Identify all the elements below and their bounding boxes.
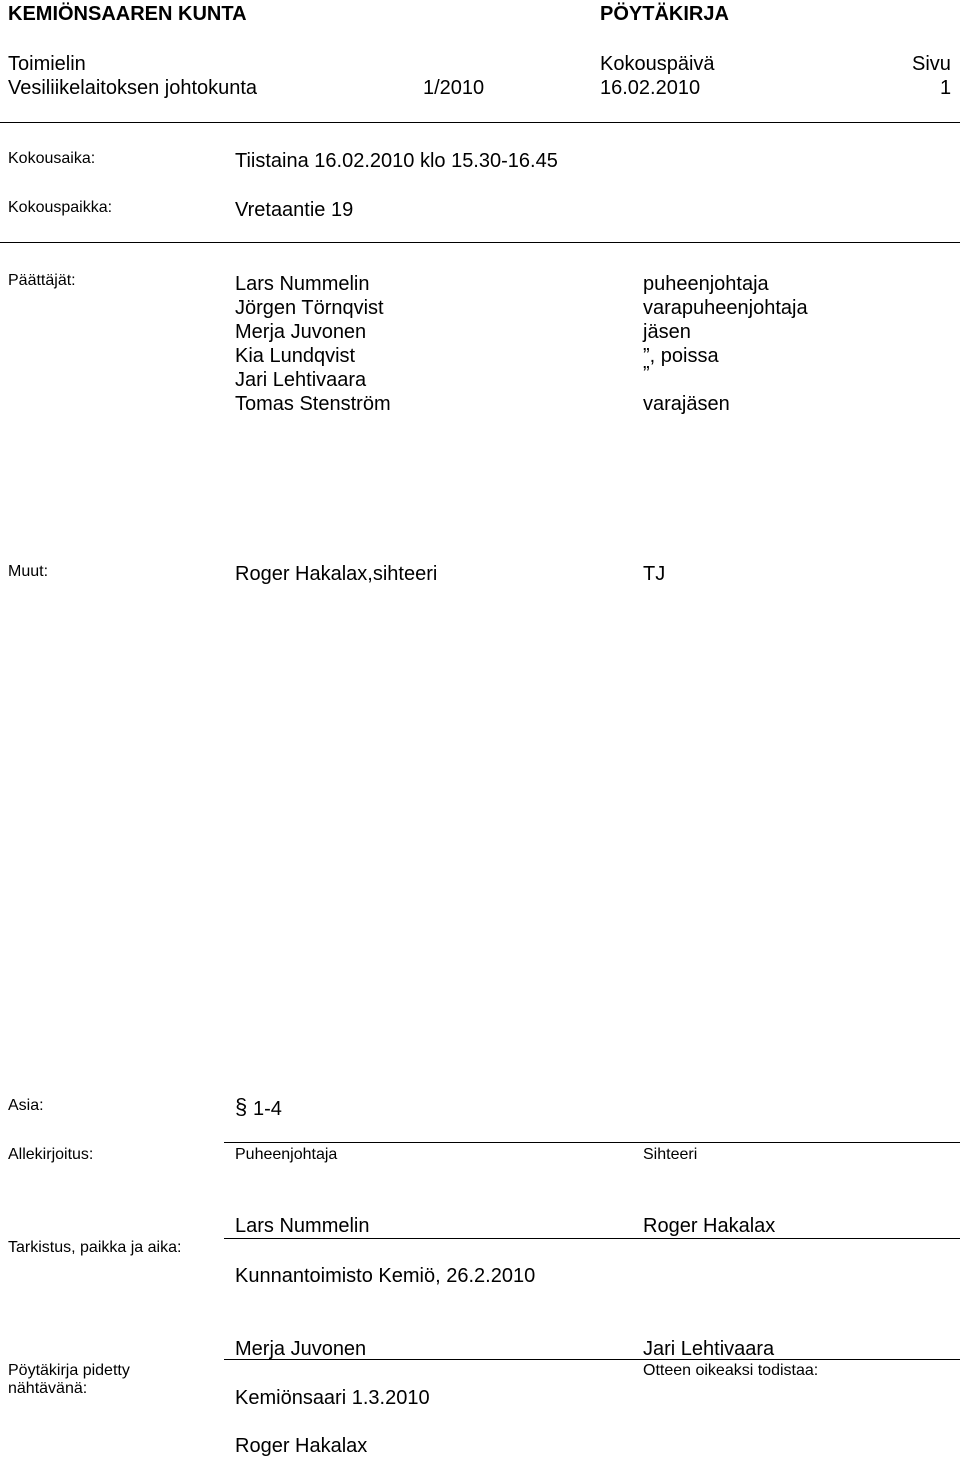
meeting-time-value: Tiistaina 16.02.2010 klo 15.30-16.45 [235, 150, 558, 172]
member-name: Kia Lundqvist [235, 345, 356, 367]
member-name: Merja Juvonen [235, 321, 367, 343]
meeting-date-label: Kokouspäivä [600, 53, 715, 75]
others-person: Roger Hakalax,sihteeri [235, 563, 438, 585]
page-number: 1 [940, 77, 952, 99]
signature-label: Allekirjoitus: [8, 1146, 94, 1163]
member-name: Lars Nummelin [235, 273, 370, 295]
meeting-date-value: 16.02.2010 [600, 77, 701, 99]
certify-label: Otteen oikeaksi todistaa: [643, 1362, 819, 1379]
org-name: KEMIÖNSAAREN KUNTA [8, 3, 247, 25]
chair-name: Lars Nummelin [235, 1215, 370, 1237]
display-label-line2: nähtävänä: [8, 1380, 88, 1397]
others-role: TJ [643, 563, 666, 585]
items-divider [224, 1142, 960, 1143]
display-place-date: Kemiönsaari 1.3.2010 [235, 1387, 430, 1409]
member-role: jäsen [643, 321, 691, 343]
display-label-line1: Pöytäkirja pidetty [8, 1362, 130, 1379]
certifier-name: Roger Hakalax [235, 1435, 368, 1457]
header-divider [0, 122, 960, 123]
organ-value: Vesiliikelaitoksen johtokunta [8, 77, 258, 99]
reviewer-2: Jari Lehtivaara [643, 1338, 775, 1360]
review-divider [224, 1359, 960, 1360]
items-label: Asia: [8, 1097, 44, 1114]
secretary-name: Roger Hakalax [643, 1215, 776, 1237]
section-sign: § [235, 1094, 248, 1119]
minutes-number: 1/2010 [423, 77, 485, 99]
doc-type: PÖYTÄKIRJA [600, 3, 729, 25]
member-role: varapuheenjohtaja [643, 297, 808, 319]
member-name: Tomas Stenström [235, 393, 391, 415]
meeting-place-value: Vretaantie 19 [235, 199, 354, 221]
member-role: ” [643, 363, 650, 385]
organ-label: Toimielin [8, 53, 86, 75]
secretary-label: Sihteeri [643, 1146, 698, 1163]
others-label: Muut: [8, 563, 49, 580]
items-value: 1-4 [253, 1098, 282, 1120]
meeting-divider [0, 242, 960, 243]
member-role: varajäsen [643, 393, 730, 415]
reviewer-1: Merja Juvonen [235, 1338, 367, 1360]
review-place-time: Kunnantoimisto Kemiö, 26.2.2010 [235, 1265, 536, 1287]
member-role: ”, poissa [643, 345, 719, 367]
member-name: Jari Lehtivaara [235, 369, 367, 391]
decision-makers-label: Päättäjät: [8, 272, 76, 289]
meeting-time-label: Kokousaika: [8, 150, 96, 167]
chair-label: Puheenjohtaja [235, 1146, 338, 1163]
review-label: Tarkistus, paikka ja aika: [8, 1239, 182, 1256]
member-role: puheenjohtaja [643, 273, 769, 295]
meeting-place-label: Kokouspaikka: [8, 199, 113, 216]
page-label: Sivu [912, 53, 951, 75]
signature-divider [224, 1238, 960, 1239]
member-name: Jörgen Törnqvist [235, 297, 384, 319]
